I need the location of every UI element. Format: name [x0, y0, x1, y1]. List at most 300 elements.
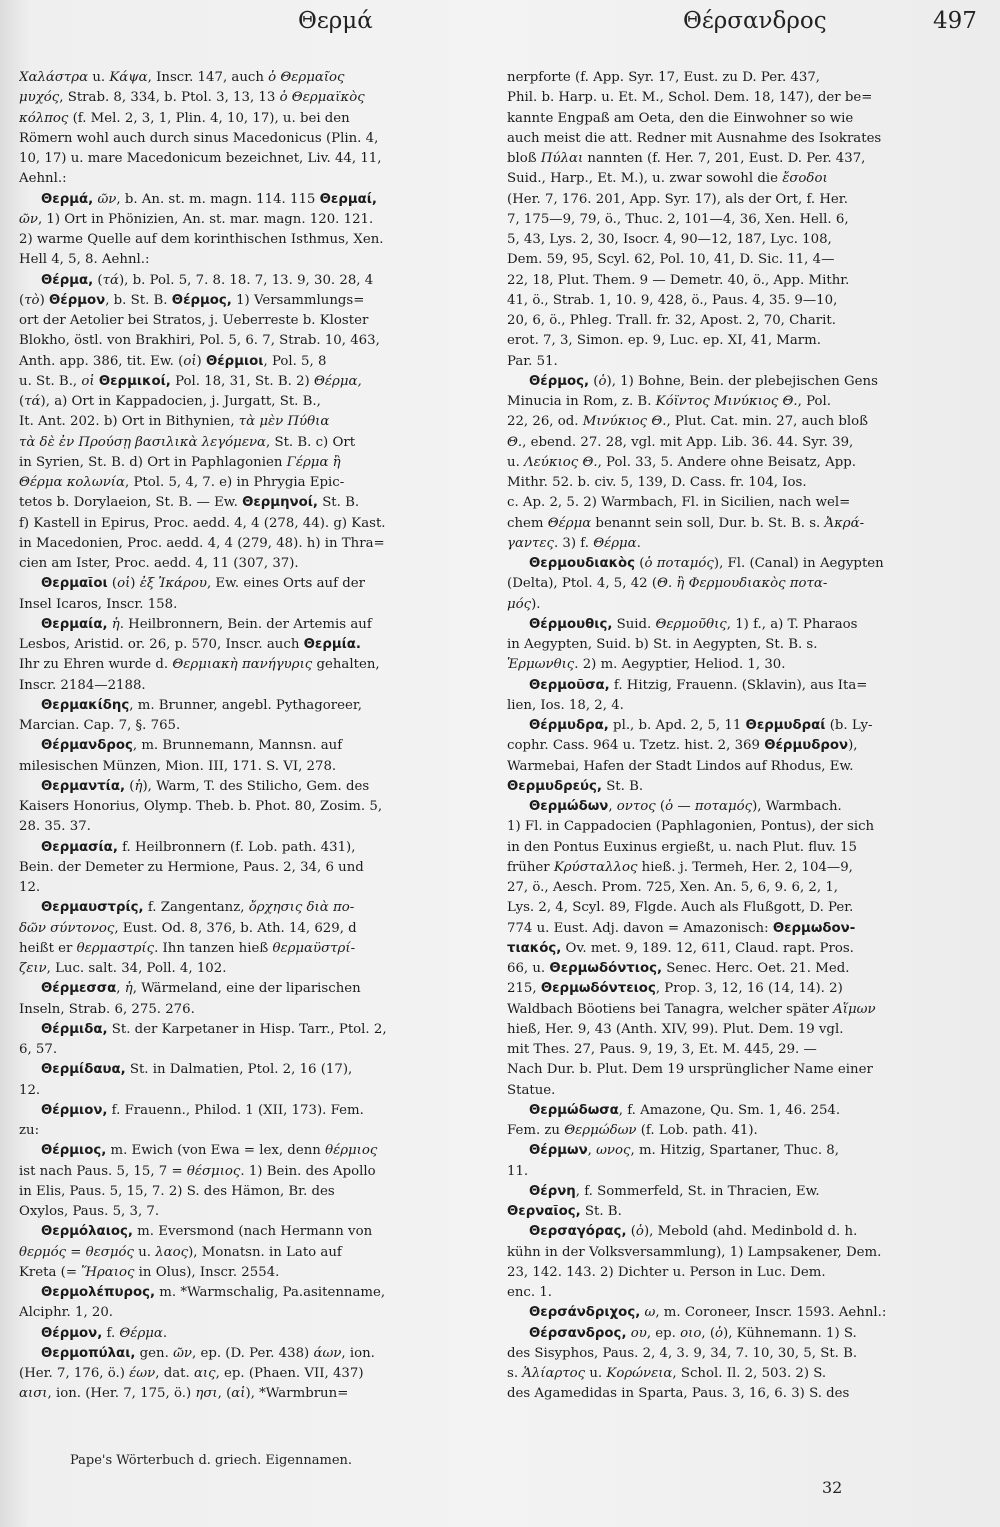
text-run: Minucia in Rom, z. B.	[507, 394, 656, 409]
text-run: , b. An. st. m. magn. 114. 115	[116, 191, 320, 207]
text-run: Alciphr. 1, 20.	[19, 1305, 114, 1321]
greek-italic: δῶν σύντονος	[19, 920, 115, 936]
text-run: 41, ö., Strab. 1, 10. 9, 428, ö., Paus. 4, 35. 9—10,	[507, 292, 838, 308]
headword: Θέρνη	[529, 1183, 576, 1199]
text-line	[507, 1364, 978, 1384]
text-line	[19, 493, 490, 513]
text-run: , Ew. eines Orts auf der	[206, 576, 365, 592]
text-run: . Ihn tanzen hieß	[154, 940, 273, 956]
text-run: milesischen Münzen, Mion. III, 171. S. VI, 278.	[19, 758, 337, 774]
greek-italic: Λεύκιος Θ.	[524, 454, 598, 470]
entry-headline	[507, 1182, 978, 1202]
text-line	[19, 655, 490, 675]
greek-italic: θερμός = θεσμός	[19, 1244, 134, 1260]
text-run: f. Heilbronnern (f. Lob. path. 431),	[117, 839, 356, 855]
headword: Θέρμιοι	[205, 353, 264, 369]
headword: Θερμολέπυρος,	[41, 1285, 156, 1300]
text-line	[507, 129, 978, 149]
entry-headline	[507, 1222, 978, 1242]
text-run: .	[162, 1325, 168, 1341]
text-run: Ihr zu Ehren wurde d.	[19, 657, 173, 673]
text-line	[507, 493, 978, 513]
greek-italic: αἱ	[231, 1386, 246, 1402]
greek-italic: Θ. ἢ Φερμουδιακὸς ποτα-	[657, 576, 828, 592]
running-head-right: Θέρσανδρος	[683, 8, 827, 34]
headword: Θερσάνδριχος,	[529, 1305, 641, 1321]
text-line	[19, 595, 490, 615]
text-run: in Syrien, St. B. d) Ort in Paphlagonien	[19, 454, 287, 470]
greek-italic: έων	[129, 1366, 156, 1381]
greek-italic: ὁ	[635, 1224, 644, 1240]
text-line	[19, 1263, 490, 1283]
greek-italic: οἱ	[117, 576, 131, 592]
headword: Θέρμυδρα,	[529, 718, 609, 733]
text-run: (	[125, 778, 135, 794]
text-run: , 1) f., a) T. Pharaos	[726, 616, 858, 632]
text-line	[507, 250, 978, 270]
greek-italic: μυχός	[19, 90, 60, 106]
greek-italic: Θέρμα	[119, 1325, 163, 1341]
text-run: zu:	[19, 1123, 40, 1138]
text-line	[19, 473, 490, 493]
text-line	[507, 392, 978, 412]
greek-italic: ησι	[195, 1386, 218, 1402]
greek-italic: ῶν	[173, 1345, 192, 1361]
text-line	[19, 129, 490, 149]
text-run: , Prop. 3, 12, 16 (14, 14). 2)	[655, 981, 843, 997]
text-run: ,	[608, 799, 617, 814]
text-run: ), Mebold (ahd. Medinbold d. h.	[643, 1224, 858, 1240]
entry-headline	[19, 1324, 490, 1344]
text-run: Kaisers Honorius, Olymp. Theb. b. Phot. 80, Zosim. 5,	[19, 799, 383, 814]
text-line	[507, 817, 978, 837]
text-run: ), a) Ort in Kappadocien, j. Jurgatt, St. B.,	[40, 394, 321, 409]
headword: τιακός,	[507, 940, 562, 956]
text-run: kühn in der Volksversammlung), 1) Lampsakener, Dem.	[507, 1244, 882, 1260]
text-run: (	[19, 292, 25, 308]
greek-italic: τὰ μὲν Πύθια	[238, 414, 330, 430]
text-run: erot. 7, 3, Simon. ep. 9, Luc. ep. XI, 41, Marm.	[507, 333, 822, 349]
text-run: Mithr. 52. b. civ. 5, 139, D. Cass. fr. 104, Ios.	[507, 475, 807, 490]
text-line	[19, 919, 490, 939]
text-run: 774 u. Eust. Adj. davon = Amazonisch:	[507, 920, 773, 936]
greek-italic: Κάψα	[109, 70, 148, 85]
text-run: 6, 57.	[19, 1042, 58, 1057]
text-line	[19, 433, 490, 453]
sheet-signature: 32	[822, 1478, 843, 1497]
text-run: (	[19, 394, 25, 409]
text-run: c. Ap. 2, 5. 2) Warmbach, Fl. in Sicilien, nach wel=	[507, 495, 851, 511]
text-column-left	[19, 68, 490, 1405]
text-line	[19, 878, 490, 898]
headword: Θερμαία,	[41, 616, 108, 632]
text-line	[19, 392, 490, 412]
text-run: St. der Karpetaner in Hisp. Tarr., Ptol. 2,	[107, 1021, 387, 1037]
text-run: , Inscr. 147, auch	[147, 70, 269, 85]
headword: Θέρμιον,	[41, 1102, 108, 1118]
text-line	[507, 433, 978, 453]
text-line	[19, 939, 490, 959]
greek-italic: Θέρμα κολωνία	[19, 475, 125, 490]
greek-italic: τὰ δὲ ἐν Προύσῃ βασιλικὰ λεγόμενα	[19, 434, 267, 450]
text-run: (f. Mel. 2, 3, 1, Plin. 4, 10, 17), u. bei den	[68, 110, 350, 126]
text-run: ort der Aetolier bei Stratos, j. Ueberreste b. Kloster	[19, 313, 369, 328]
text-run: des Sisyphos, Paus. 2, 4, 3. 9, 34, 7. 10, 30, 5, St. B.	[507, 1345, 858, 1361]
text-run: It. Ant. 202. b) Ort in Bithynien,	[19, 414, 239, 430]
greek-italic: θερμαστρίς	[76, 940, 155, 956]
text-line	[507, 1081, 978, 1101]
text-line	[507, 1344, 978, 1364]
greek-italic: Θ.	[507, 434, 523, 450]
text-run: (Delta), Ptol. 4, 5, 42 (	[507, 576, 658, 592]
text-line	[507, 169, 978, 189]
text-run: Fem. zu	[507, 1123, 565, 1138]
text-run: kannte Engpaß am Oeta, den die Einwohner so wie	[507, 110, 854, 126]
text-run: ), Fl. (Canal) in Aegypten	[713, 556, 884, 571]
entry-headline	[19, 1344, 490, 1364]
greek-italic: ῶν	[97, 191, 117, 207]
text-line	[19, 1182, 490, 1202]
text-line	[507, 919, 978, 939]
text-run: , m. Hitzig, Spartaner, Thuc. 8,	[630, 1143, 839, 1159]
text-run: f.	[102, 1325, 120, 1341]
greek-italic: Ἑρμωνθις	[507, 657, 575, 673]
entry-headline	[19, 1101, 490, 1121]
headword: Θέρμον	[49, 292, 106, 308]
text-run: 5, 43, Lys. 2, 30, Isocr. 4, 90—12, 187, Lyc. 108,	[507, 232, 832, 247]
text-line	[507, 412, 978, 432]
greek-italic: ωνος	[596, 1143, 631, 1159]
text-run: heißt er	[19, 940, 77, 956]
text-line	[507, 898, 978, 918]
text-line	[19, 1303, 490, 1323]
text-line	[19, 453, 490, 473]
text-run: gen.	[135, 1345, 174, 1361]
text-run: m. *Warmschalig, Pa.asitenname,	[155, 1285, 386, 1300]
text-run: u.	[133, 1244, 156, 1260]
text-run: enc. 1.	[507, 1285, 553, 1300]
text-line	[19, 372, 490, 392]
headword: Θέρμον,	[41, 1325, 103, 1341]
text-line	[507, 757, 978, 777]
text-line	[507, 736, 978, 756]
text-run: f. Frauenn., Philod. 1 (XII, 173). Fem.	[107, 1102, 364, 1118]
text-run: ),	[848, 738, 858, 754]
text-line	[507, 1283, 978, 1303]
text-run: ), Warm, T. des Stilicho, Gem. des	[142, 778, 370, 794]
text-run: Pol. 18, 31, St. B. 2)	[170, 373, 314, 389]
text-run: nerpforte (f. App. Syr. 17, Eust. zu D. Per. 437,	[507, 70, 821, 85]
text-line	[19, 676, 490, 696]
text-line	[507, 858, 978, 878]
text-line	[507, 291, 978, 311]
text-run: ,	[587, 1143, 597, 1159]
text-line	[507, 473, 978, 493]
text-run: Suid.	[612, 616, 656, 632]
text-run: 12.	[19, 880, 41, 895]
headword: Θερμικοί,	[98, 373, 171, 389]
entry-headline	[19, 777, 490, 797]
greek-italic: τά	[102, 272, 119, 288]
headword: Θερμωδόντειος	[540, 981, 656, 997]
text-run: 1) Fl. in Cappadocien (Paphlagonien, Pontus), der sich	[507, 819, 875, 835]
entry-headline	[19, 979, 490, 999]
text-run: (	[589, 373, 599, 389]
text-line	[507, 1040, 978, 1060]
text-run: Oxylos, Paus. 5, 3, 7.	[19, 1204, 160, 1219]
entry-headline	[19, 190, 490, 210]
entry-headline	[507, 1324, 978, 1344]
text-run: benannt sein soll, Dur. b. St. B. s.	[591, 515, 825, 531]
text-run: in den Pontus Euxinus ergießt, u. nach Plut. fluv. 15	[507, 839, 857, 855]
headword: Θερναῖος,	[507, 1204, 581, 1219]
entry-headline	[507, 1101, 978, 1121]
greek-italic: ὁ	[598, 373, 607, 389]
text-line	[19, 68, 490, 88]
text-line	[19, 1040, 490, 1060]
text-run: (	[635, 556, 645, 571]
text-run: , Plut. Cat. min. 27, auch bloß	[666, 414, 869, 430]
text-run: Nach Dur. b. Plut. Dem 19 ursprünglicher Name einer	[507, 1062, 873, 1078]
headword: Θερμοῦσα,	[529, 677, 610, 693]
text-line	[19, 88, 490, 108]
text-run: auch meist die att. Redner mit Ausnahme des Isokrates	[507, 130, 882, 146]
text-line	[507, 331, 978, 351]
text-run: , Strab. 8, 334, b. Ptol. 3, 13, 13	[59, 90, 280, 106]
headword: Θέρμουθις,	[529, 616, 613, 632]
entry-headline	[507, 676, 978, 696]
headword: Θερμία.	[303, 637, 361, 652]
text-run: f) Kastell in Epirus, Proc. aedd. 4, 4 (278, 44). g) Kast.	[19, 515, 386, 531]
text-run: 215,	[507, 981, 541, 997]
greek-italic: Μινύκιος Θ.	[582, 414, 667, 430]
text-line	[19, 858, 490, 878]
text-line	[507, 979, 978, 999]
text-run: tetos b. Dorylaeion, St. B. — Ew.	[19, 495, 243, 511]
text-run: ).	[531, 596, 541, 612]
text-run: (Her. 7, 176, ö.)	[19, 1366, 130, 1381]
text-run: , Pol.	[797, 394, 832, 409]
headword: Θέρμος,	[171, 292, 232, 308]
greek-italic: Θέρμα,	[313, 373, 362, 389]
text-line	[507, 838, 978, 858]
headword: Θέρμεσσα	[41, 981, 117, 997]
text-run: (Her. 7, 176. 201, App. Syr. 17), als der Ort, f. Her.	[507, 191, 848, 207]
greek-italic: ου	[630, 1325, 647, 1341]
text-run: 27, ö., Aesch. Prom. 725, Xen. An. 5, 6, 9. 6, 2, 1,	[507, 880, 839, 895]
text-run: (	[655, 799, 666, 814]
text-run: Hell 4, 5, 8. Aehnl.:	[19, 252, 150, 268]
text-run: u.	[585, 1366, 607, 1381]
text-run: 20, 6, ö., Phleg. Trall. fr. 32, Apost. 2, 70, Charit.	[507, 313, 836, 328]
text-run: pl., b. Apd. 2, 5, 11	[608, 718, 746, 733]
entry-headline	[19, 1020, 490, 1040]
text-line	[19, 149, 490, 169]
text-run: s.	[507, 1366, 523, 1381]
text-run: Römern wohl auch durch sinus Macedonicus (Plin. 4,	[19, 130, 379, 146]
text-run: Suid., Harp., Et. M.), u. zwar sowohl die	[507, 171, 783, 187]
text-run: ), Monatsn. in Lato auf	[188, 1244, 342, 1260]
text-line	[507, 777, 978, 797]
text-run: 2) warme Quelle auf dem korinthischen Isthmus, Xen.	[19, 232, 384, 247]
greek-italic: οιο	[680, 1325, 702, 1341]
text-line	[507, 534, 978, 554]
text-run: ), Warmbach.	[752, 799, 842, 814]
greek-italic: ἡ	[111, 616, 120, 632]
text-run: m. Ewich (von Ewa = lex, denn	[106, 1143, 326, 1159]
greek-italic: Θερμοῦθις	[655, 616, 727, 632]
text-line	[19, 1121, 490, 1141]
entry-headline	[507, 1303, 978, 1323]
text-line	[507, 1202, 978, 1222]
text-run: cophr. Cass. 964 u. Tzetz. hist. 2, 369	[507, 738, 765, 754]
headword: Θερμώδων	[529, 799, 609, 814]
headword: Θέρμος,	[529, 373, 590, 389]
headword: Θερμυδραί	[745, 718, 826, 733]
text-line	[19, 1202, 490, 1222]
text-line	[507, 1020, 978, 1040]
greek-italic: Κρύσταλλος	[553, 859, 638, 875]
text-run: , 1) Ort in Phönizien, An. st. mar. magn. 120. 121.	[37, 211, 374, 227]
entry-headline	[507, 716, 978, 736]
headword: Θερμαῖοι	[41, 576, 108, 592]
text-run: chem	[507, 515, 548, 531]
greek-italic: Κορώνεια	[606, 1366, 673, 1381]
text-run: , m. Coroneer, Inscr. 1593. Aehnl.:	[655, 1305, 887, 1321]
text-run: )	[196, 353, 206, 369]
text-line	[19, 1243, 490, 1263]
text-run: , b. St. B.	[105, 292, 172, 308]
text-run: in Olus), Inscr. 2554.	[134, 1264, 280, 1280]
text-line	[507, 1000, 978, 1020]
greek-italic: Αἵμων	[833, 1001, 876, 1017]
text-line	[507, 959, 978, 979]
text-run: früher	[507, 859, 554, 875]
text-line	[507, 574, 978, 594]
text-run: u.	[88, 70, 110, 85]
text-line	[19, 210, 490, 230]
text-run: , Eust. Od. 8, 376, b. Ath. 14, 629, d	[114, 920, 357, 936]
entry-headline	[19, 615, 490, 635]
text-line	[507, 939, 978, 959]
text-line	[19, 1162, 490, 1182]
text-run: , f. Amazone, Qu. Sm. 1, 46. 254.	[618, 1102, 841, 1118]
text-run: gehalten,	[312, 657, 380, 673]
entry-headline	[19, 898, 490, 918]
text-line	[19, 1364, 490, 1384]
headword: Θερσαγόρας,	[529, 1224, 627, 1240]
headword: Θέρμιος,	[41, 1143, 107, 1159]
text-run: Bein. der Demeter zu Hermione, Paus. 2, 34, 6 und	[19, 859, 364, 875]
text-line	[507, 595, 978, 615]
text-run: nannten (f. Her. 7, 201, Eust. D. Per. 437,	[583, 151, 866, 166]
greek-italic: θερμαϋστρί-	[272, 940, 356, 956]
text-run: (b. Ly-	[825, 718, 873, 733]
text-run: Aehnl.:	[19, 171, 67, 187]
text-line	[507, 1060, 978, 1080]
text-run: . 3) f.	[553, 535, 594, 551]
greek-italic: ῶν	[19, 211, 38, 227]
headword: Θερμόλαιος,	[41, 1224, 133, 1240]
text-run: , f. Sommerfeld, St. in Thracien, Ew.	[575, 1183, 820, 1199]
text-run: Blokho, östl. von Brakhiri, Pol. 5, 6. 7, Strab. 10, 463,	[19, 333, 380, 349]
text-run: in Elis, Paus. 5, 15, 7. 2) S. des Hämon, Br. des	[19, 1183, 335, 1199]
text-run: ist nach Paus. 5, 15, 7 =	[19, 1163, 187, 1179]
text-run: 10, 17) u. mare Macedonicum bezeichnet, Liv. 44, 11,	[19, 151, 382, 166]
text-line	[507, 1162, 978, 1182]
greek-italic: οἱ	[183, 353, 197, 369]
text-line	[19, 352, 490, 372]
greek-italic: ω	[644, 1305, 656, 1321]
text-run: ), b. Pol. 5, 7. 8. 18. 7, 13. 9, 30. 28, 4	[118, 272, 374, 288]
text-run: , Schol. Il. 2, 503. 2) S.	[672, 1366, 827, 1381]
text-line	[507, 352, 978, 372]
text-line	[19, 109, 490, 129]
text-run: hieß. j. Termeh, Her. 2, 104—9,	[637, 859, 853, 875]
text-run: Phil. b. Harp. u. Et. M., Schol. Dem. 18, 147), der be=	[507, 90, 873, 106]
greek-italic: τὸ	[24, 292, 40, 308]
text-run: , dat.	[155, 1366, 194, 1381]
headword: Θερμυδρεύς,	[507, 778, 602, 794]
text-line	[507, 311, 978, 331]
greek-italic: κόλπος	[19, 110, 69, 126]
entry-headline	[19, 574, 490, 594]
greek-italic: ἐξ Ἰκάρου	[139, 576, 207, 592]
entry-headline	[19, 1222, 490, 1242]
greek-italic: ὁ ποταμός	[644, 556, 714, 571]
text-run: St. B.	[601, 778, 644, 794]
text-run: , Wärmeland, eine der liparischen	[132, 981, 361, 997]
text-line	[507, 1243, 978, 1263]
headword: Θέρμιδα,	[41, 1021, 108, 1037]
text-run: 22, 26, od.	[507, 414, 583, 430]
greek-italic: Ἀκρά-	[824, 515, 865, 531]
text-run: , m. Brunner, angebl. Pythagoreer,	[129, 697, 362, 713]
greek-italic: Θερμιακὴ πανήγυρις	[172, 657, 313, 673]
text-run: , ep. (Phaen. VII, 437)	[215, 1366, 364, 1381]
text-line	[19, 331, 490, 351]
text-run: f. Hitzig, Frauenn. (Sklavin), aus Ita=	[609, 677, 868, 693]
text-run: u. St. B.,	[19, 373, 82, 389]
text-run: cien am Ister, Proc. aedd. 4, 11 (307, 37).	[19, 556, 299, 571]
text-line	[507, 271, 978, 291]
text-run: )	[39, 292, 49, 308]
headword: Θερμά,	[41, 191, 94, 207]
greek-italic: ἔσοδοι	[782, 171, 828, 187]
text-run: , ep. (D. Per. 438)	[192, 1345, 314, 1361]
text-line	[19, 250, 490, 270]
greek-italic: μός	[507, 596, 532, 612]
text-line	[19, 514, 490, 534]
text-run: , Pol. 5, 8	[263, 353, 327, 369]
text-run: lien, Ios. 18, 2, 4.	[507, 697, 624, 713]
text-run: Inseln, Strab. 6, 275. 276.	[19, 1001, 195, 1017]
text-run: Kreta (=	[19, 1264, 82, 1280]
text-line	[19, 757, 490, 777]
text-run: f. Zangentanz,	[143, 900, 249, 916]
text-line	[507, 635, 978, 655]
text-line	[507, 210, 978, 230]
running-head-left: Θερμά	[298, 8, 373, 34]
text-run: . Heilbronnern, Bein. der Artemis auf	[119, 616, 372, 632]
text-run: . 1) Bein. des Apollo	[240, 1163, 376, 1179]
text-line	[507, 696, 978, 716]
headword: Θέρσανδρος,	[529, 1325, 627, 1341]
text-run: Anth. app. 386, tit. Ew. (	[19, 353, 184, 369]
greek-italic: τά	[24, 394, 41, 409]
text-line	[507, 88, 978, 108]
page-number: 497	[933, 8, 977, 34]
